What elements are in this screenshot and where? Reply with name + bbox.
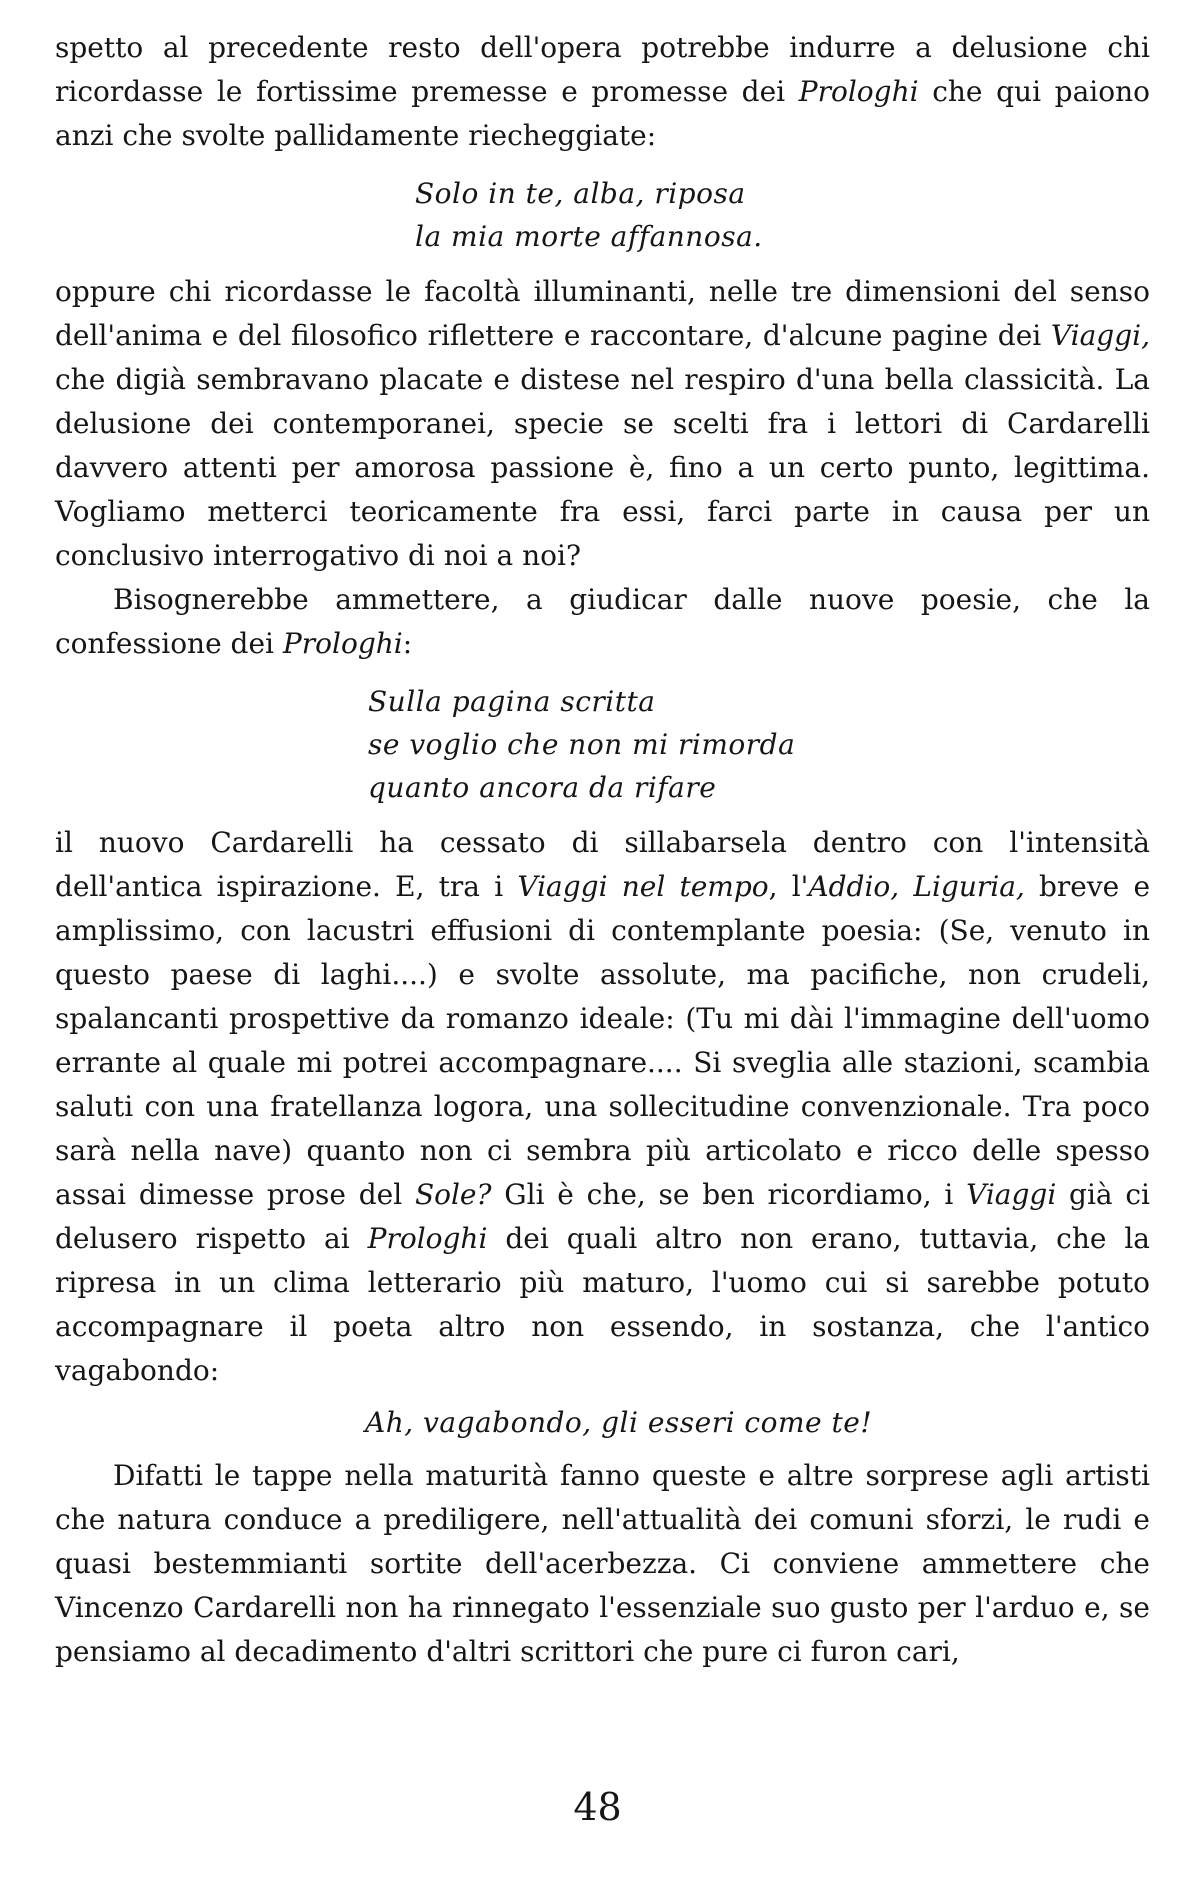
- paragraph-4: [55, 821, 1150, 1393]
- paragraph-5-text: Difatti le tappe nella maturità fanno queste e altre sorprese agli artisti che natura conduce a prediligere, nell'attualità dei comuni sforzi, le rudi e quasi bestemmianti sortite dell'acerbezza. Ci conviene ammettere che Vincenzo Cardarelli non ha rinnegato l'essenziale suo gusto per l'arduo e, se pensiamo al decadimento d'altri scrittori che pure ci furon cari,: [55, 1459, 1150, 1668]
- paragraph-2-text: oppure chi ricordasse le facoltà illuminanti, nelle tre dimensioni del senso dell'anima e del filosofico riflettere e raccontare, d'alcune pagine dei: [55, 275, 1150, 352]
- paragraph-1: [55, 26, 1150, 158]
- paragraph-3-text-end: :: [402, 627, 413, 660]
- title-viaggi-nel-tempo: Viaggi nel tempo: [517, 870, 769, 903]
- paragraph-5: [55, 1454, 1150, 1674]
- page-number: 48: [573, 1785, 622, 1829]
- paragraph-4-text: il nuovo Cardarelli ha cessato di sillabarsela dentro con l'intensità dell'antica ispirazione. E, tra i: [55, 826, 1150, 903]
- title-prologhi: Prologhi: [282, 627, 403, 660]
- paragraph-4-text: , l': [768, 870, 809, 903]
- paragraph-4-text: già ci delusero rispetto ai: [55, 1178, 1151, 1255]
- paragraph-1-text: spetto al precedente resto dell'opera potrebbe indurre a delusione chi ricordasse le fortissime premesse e promesse dei: [55, 31, 1150, 108]
- paragraph-4-text: Gli è che, se ben ricordiamo, i: [491, 1178, 967, 1211]
- paragraph-4-text: breve e amplissimo, con lacustri effusioni di contemplante poesia: (Se, venuto in questo paese di laghi....) e svolte assolute, ma pacifiche, non crudeli, spalancanti prospettive da romanzo ideale: (Tu mi dài l'immagine dell'uomo errante al quale mi potrei accompagnare.... Si sveglia alle stazioni, scambia saluti con una fratellanza logora, una sollecitudine convenzionale. Tra poco sarà nella nave) quanto non ci sembra più articolato e ricco delle spesso assai dimesse prose del: [55, 870, 1151, 1211]
- verse-quote-3: [55, 1401, 1150, 1444]
- verse-line: Solo in te, alba, riposa: [415, 177, 746, 210]
- paragraph-2-text-end: che digià sembravano placate e distese nel respiro d'una bella classicità. La delusione dei contemporanei, specie se scelti fra i lettori di Cardarelli davvero attenti per amorosa passione è, fino a un certo punto, legittima. Vogliamo metterci teoricamente fra essi, farci parte in causa per un conclusivo interrogativo di noi a noi?: [55, 363, 1150, 572]
- title-sole: Sole?: [414, 1178, 492, 1211]
- verse-line: quanto ancora da rifare: [368, 771, 717, 804]
- verse-quote-1: [55, 172, 1150, 258]
- paragraph-2: [55, 270, 1150, 578]
- title-viaggi: Viaggi: [966, 1178, 1057, 1211]
- paragraph-3-text: Bisognerebbe ammettere, a giudicar dalle nuove poesie, che la confessione dei: [55, 583, 1150, 660]
- page-body: [55, 26, 1150, 1674]
- verse-line: Ah, vagabondo, gli esseri come te!: [365, 1406, 873, 1439]
- verse-quote-2: [55, 680, 1150, 809]
- title-prologhi: Prologhi: [367, 1222, 488, 1255]
- paragraph-3: [55, 578, 1150, 666]
- paragraph-4-text-end: dei quali altro non erano, tuttavia, che la ripresa in un clima letterario più maturo, l'uomo cui si sarebbe potuto accompagnare il poeta altro non essendo, in sostanza, che l'antico vagabondo:: [55, 1222, 1150, 1387]
- paragraph-1-text-end: che qui paiono anzi che svolte pallidamente riecheggiate:: [55, 75, 1150, 152]
- title-viaggi: Viaggi,: [1050, 319, 1150, 352]
- title-prologhi: Prologhi: [798, 75, 919, 108]
- verse-line: se voglio che non mi rimorda: [368, 728, 796, 761]
- verse-line: la mia morte affannosa.: [415, 220, 763, 253]
- verse-line: Sulla pagina scritta: [368, 685, 656, 718]
- title-addio-liguria: Addio, Liguria,: [808, 870, 1025, 903]
